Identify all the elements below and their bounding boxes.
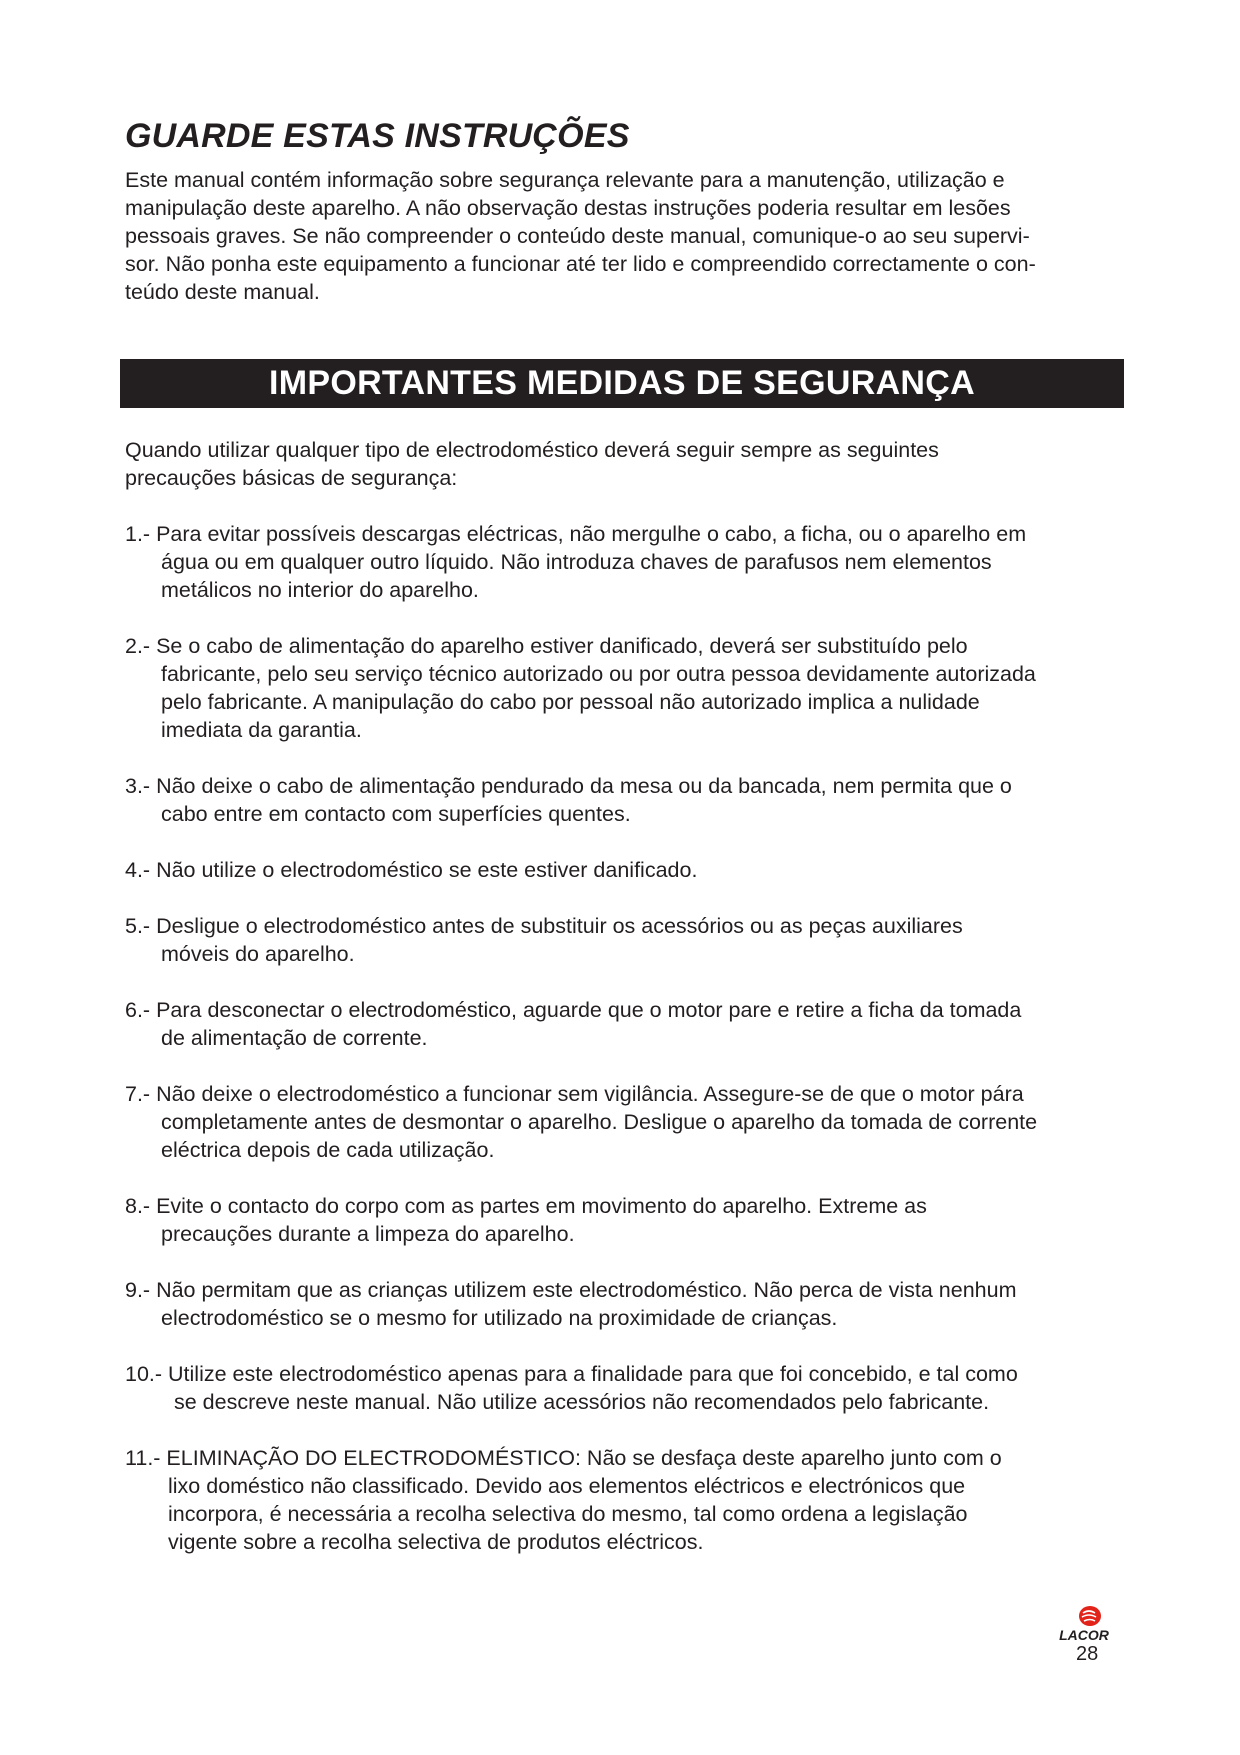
safety-item-10-rest: se descreve neste manual. Não utilize acessórios não recomendados pelo fabricante. [174,1390,990,1414]
safety-item-6 [125,996,1135,1052]
safety-item-9 [125,1276,1135,1332]
safety-item-2-rest: fabricante, pelo seu serviço técnico autorizado ou por outra pessoa devidamente autorizada pelo fabricante. A manipulação do cabo por pessoal não autorizado implica a nulidade imediata da garantia. [161,662,1036,742]
safety-item-3-rest: cabo entre em contacto com superfícies quentes. [161,802,631,826]
lacor-flame-icon [1048,1605,1120,1645]
section-banner [120,359,1124,408]
page-number: 28 [1076,1643,1099,1665]
safety-item-7 [125,1080,1135,1164]
safety-item-11 [125,1444,1135,1556]
safety-item-4 [125,856,1135,884]
safety-item-1 [125,520,1135,604]
safety-item-6-rest: de alimentação de corrente. [161,1026,428,1050]
page-title: GUARDE ESTAS INSTRUÇÕES [125,117,630,155]
safety-item-4-first: 4.- Não utilize o electrodoméstico se este estiver danificado. [125,858,698,882]
safety-item-8 [125,1192,1135,1248]
safety-item-1-first: 1.- Para evitar possíveis descargas eléctricas, não mergulhe o cabo, a ficha, ou o aparelho em [125,522,1027,546]
safety-item-9-rest: electrodoméstico se o mesmo for utilizado na proximidade de crianças. [161,1306,838,1330]
safety-item-2 [125,632,1135,744]
safety-item-8-first: 8.- Evite o contacto do corpo com as partes em movimento do aparelho. Extreme as [125,1194,927,1218]
lacor-logo [1048,1605,1120,1645]
safety-item-11-first: 11.- ELIMINAÇÃO DO ELECTRODOMÉSTICO: Não se desfaça deste aparelho junto com o [125,1446,1002,1470]
safety-item-1-rest: água ou em qualquer outro líquido. Não introduza chaves de parafusos nem elementos metálicos no interior do aparelho. [161,550,992,602]
lead-paragraph: Quando utilizar qualquer tipo de electrodoméstico deverá seguir sempre as seguintes precauções básicas de segurança: [125,438,939,490]
safety-item-3-first: 3.- Não deixe o cabo de alimentação pendurado da mesa ou da bancada, nem permita que o [125,774,1012,798]
safety-item-5 [125,912,1135,968]
safety-item-6-first: 6.- Para desconectar o electrodoméstico, aguarde que o motor pare e retire a ficha da tomada [125,998,1022,1022]
intro-paragraph: Este manual contém informação sobre segurança relevante para a manutenção, utilização e manipulação deste aparelho. A não observação destas instruções poderia resultar em lesões pessoais graves. Se não compreender o conteúdo deste manual, comunique-o ao seu supervi- sor. Não ponha este equipamento a funcionar até ter lido e compreendido correctamente o con- teúdo deste manual. [125,168,1036,304]
safety-item-8-rest: precauções durante a limpeza do aparelho. [161,1222,575,1246]
safety-item-10-first: 10.- Utilize este electrodoméstico apenas para a finalidade para que foi concebido, e tal como [125,1362,1018,1386]
safety-item-2-first: 2.- Se o cabo de alimentação do aparelho estiver danificado, deverá ser substituído pelo [125,634,968,658]
safety-item-10 [125,1360,1135,1416]
safety-item-7-rest: completamente antes de desmontar o aparelho. Desligue o aparelho da tomada de corrente eléctrica depois de cada utilização. [161,1110,1038,1162]
safety-item-3 [125,772,1135,828]
safety-item-5-rest: móveis do aparelho. [161,942,355,966]
safety-item-7-first: 7.- Não deixe o electrodoméstico a funcionar sem vigilância. Assegure-se de que o motor pára [125,1082,1024,1106]
lacor-logo-text: LACOR [1059,1627,1109,1643]
section-banner-text: IMPORTANTES MEDIDAS DE SEGURANÇA [268,364,975,402]
safety-item-5-first: 5.- Desligue o electrodoméstico antes de substituir os acessórios ou as peças auxiliares [125,914,963,938]
safety-item-9-first: 9.- Não permitam que as crianças utilizem este electrodoméstico. Não perca de vista nenhum [125,1278,1017,1302]
safety-item-11-rest: lixo doméstico não classificado. Devido aos elementos eléctricos e electrónicos que incorpora, é necessária a recolha selectiva do mesmo, tal como ordena a legislação vigente sobre a recolha selectiva de produtos eléctricos. [168,1474,968,1554]
